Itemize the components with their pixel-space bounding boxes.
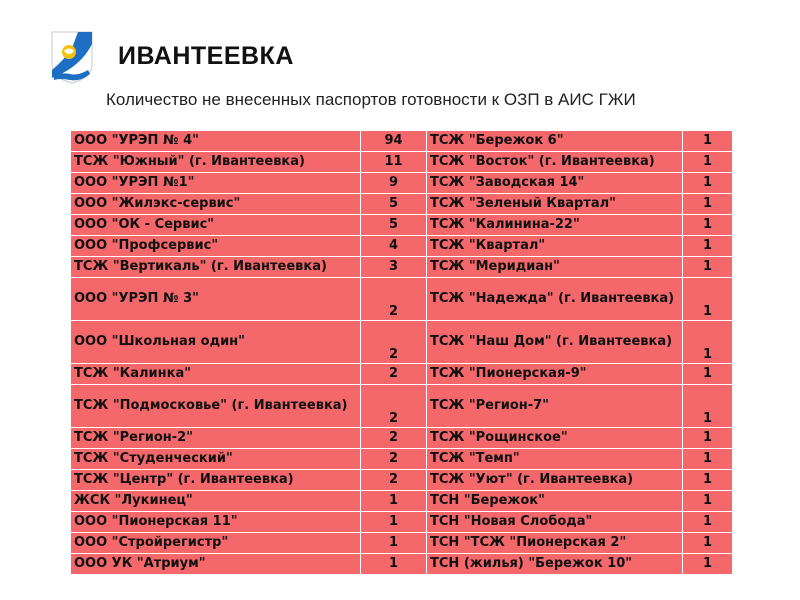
left-org-name: ООО "УРЭП № 4" bbox=[71, 131, 361, 152]
right-count: 1 bbox=[683, 152, 733, 173]
left-count: 1 bbox=[361, 533, 427, 554]
left-count: 4 bbox=[361, 236, 427, 257]
right-count: 1 bbox=[683, 278, 733, 321]
left-count: 5 bbox=[361, 194, 427, 215]
right-org-name: ТСЖ "Заводская 14" bbox=[427, 173, 683, 194]
left-org-name: ООО "УРЭП № 3" bbox=[71, 278, 361, 321]
right-org-name: ТСЖ "Восток" (г. Ивантеевка) bbox=[427, 152, 683, 173]
left-count: 1 bbox=[361, 554, 427, 575]
right-count: 1 bbox=[683, 257, 733, 278]
left-org-name: ООО "УРЭП №1" bbox=[71, 173, 361, 194]
left-count: 2 bbox=[361, 449, 427, 470]
right-org-name: ТСН "Бережок" bbox=[427, 491, 683, 512]
right-count: 1 bbox=[683, 554, 733, 575]
right-org-name: ТСЖ "Рощинское" bbox=[427, 428, 683, 449]
table-row bbox=[71, 215, 733, 236]
right-org-name: ТСЖ "Квартал" bbox=[427, 236, 683, 257]
left-org-name: ТСЖ "Южный" (г. Ивантеевка) bbox=[71, 152, 361, 173]
table-row bbox=[71, 278, 733, 321]
right-count: 1 bbox=[683, 321, 733, 364]
left-count: 2 bbox=[361, 278, 427, 321]
left-org-name: ТСЖ "Вертикаль" (г. Ивантеевка) bbox=[71, 257, 361, 278]
table-row bbox=[71, 257, 733, 278]
right-org-name: ТСН "Новая Слобода" bbox=[427, 512, 683, 533]
table-row bbox=[71, 449, 733, 470]
right-count: 1 bbox=[683, 236, 733, 257]
left-count: 3 bbox=[361, 257, 427, 278]
right-org-name: ТСЖ "Бережок 6" bbox=[427, 131, 683, 152]
left-org-name: ООО "Жилэкс-сервис" bbox=[71, 194, 361, 215]
left-count: 2 bbox=[361, 364, 427, 385]
left-count: 2 bbox=[361, 385, 427, 428]
right-org-name: ТСЖ "Темп" bbox=[427, 449, 683, 470]
left-count: 2 bbox=[361, 428, 427, 449]
city-emblem-icon bbox=[48, 30, 96, 84]
left-count: 2 bbox=[361, 321, 427, 364]
right-org-name: ТСЖ "Зеленый Квартал" bbox=[427, 194, 683, 215]
right-count: 1 bbox=[683, 364, 733, 385]
right-count: 1 bbox=[683, 512, 733, 533]
right-org-name: ТСЖ "Надежда" (г. Ивантеевка) bbox=[427, 278, 683, 321]
right-count: 1 bbox=[683, 194, 733, 215]
left-count: 1 bbox=[361, 512, 427, 533]
left-org-name: ООО "Профсервис" bbox=[71, 236, 361, 257]
left-org-name: ООО "ОК - Сервис" bbox=[71, 215, 361, 236]
right-count: 1 bbox=[683, 449, 733, 470]
right-org-name: ТСН (жилья) "Бережок 10" bbox=[427, 554, 683, 575]
left-count: 2 bbox=[361, 470, 427, 491]
left-org-name: ООО "Стройрегистр" bbox=[71, 533, 361, 554]
table-row bbox=[71, 173, 733, 194]
right-count: 1 bbox=[683, 428, 733, 449]
right-count: 1 bbox=[683, 215, 733, 236]
table-row bbox=[71, 321, 733, 364]
right-org-name: ТСЖ "Регион-7" bbox=[427, 385, 683, 428]
left-org-name: ТСЖ "Подмосковье" (г. Ивантеевка) bbox=[71, 385, 361, 428]
right-count: 1 bbox=[683, 533, 733, 554]
table-row bbox=[71, 194, 733, 215]
left-count: 1 bbox=[361, 491, 427, 512]
page-subtitle: Количество не внесенных паспортов готовности к ОЗП в АИС ГЖИ bbox=[106, 90, 636, 109]
right-org-name: ТСН "ТСЖ "Пионерская 2" bbox=[427, 533, 683, 554]
table-row bbox=[71, 554, 733, 575]
table-row bbox=[71, 364, 733, 385]
table-row bbox=[71, 491, 733, 512]
right-org-name: ТСЖ "Пионерская-9" bbox=[427, 364, 683, 385]
left-org-name: ТСЖ "Регион-2" bbox=[71, 428, 361, 449]
table-row bbox=[71, 428, 733, 449]
left-org-name: ТСЖ "Калинка" bbox=[71, 364, 361, 385]
left-org-name: ЖСК "Лукинец" bbox=[71, 491, 361, 512]
table-row bbox=[71, 236, 733, 257]
table-row bbox=[71, 512, 733, 533]
table-row bbox=[71, 131, 733, 152]
right-count: 1 bbox=[683, 470, 733, 491]
page-title: ИВАНТЕЕВКА bbox=[118, 42, 294, 70]
left-org-name: ООО УК "Атриум" bbox=[71, 554, 361, 575]
right-count: 1 bbox=[683, 173, 733, 194]
left-org-name: ТСЖ "Студенческий" bbox=[71, 449, 361, 470]
passports-table bbox=[70, 130, 733, 575]
right-count: 1 bbox=[683, 131, 733, 152]
table-row bbox=[71, 152, 733, 173]
left-count: 9 bbox=[361, 173, 427, 194]
left-org-name: ТСЖ "Центр" (г. Ивантеевка) bbox=[71, 470, 361, 491]
left-count: 11 bbox=[361, 152, 427, 173]
right-org-name: ТСЖ "Уют" (г. Ивантеевка) bbox=[427, 470, 683, 491]
table-row bbox=[71, 470, 733, 491]
right-count: 1 bbox=[683, 385, 733, 428]
table-row bbox=[71, 533, 733, 554]
right-count: 1 bbox=[683, 491, 733, 512]
left-count: 5 bbox=[361, 215, 427, 236]
right-org-name: ТСЖ "Наш Дом" (г. Ивантеевка) bbox=[427, 321, 683, 364]
left-org-name: ООО "Школьная один" bbox=[71, 321, 361, 364]
right-org-name: ТСЖ "Калинина-22" bbox=[427, 215, 683, 236]
table-row bbox=[71, 385, 733, 428]
right-org-name: ТСЖ "Меридиан" bbox=[427, 257, 683, 278]
left-count: 94 bbox=[361, 131, 427, 152]
left-org-name: ООО "Пионерская 11" bbox=[71, 512, 361, 533]
